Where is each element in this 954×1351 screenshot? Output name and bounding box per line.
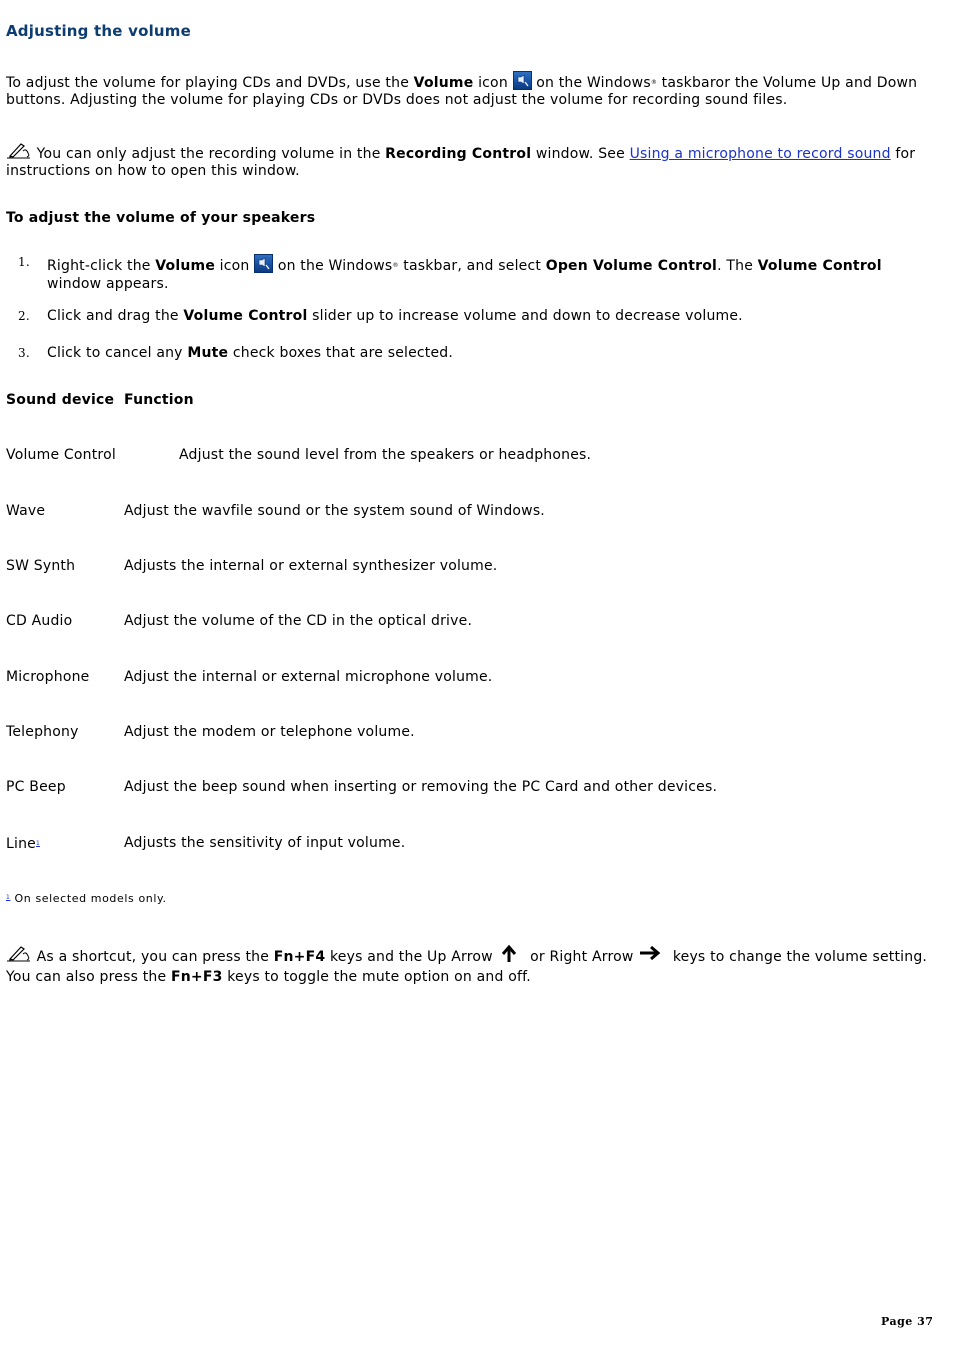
- volume-icon: [254, 254, 273, 273]
- table-cell-device: Microphone: [6, 669, 90, 685]
- note-pencil-icon: [6, 945, 32, 962]
- step-1: Right-click the Volume icon on the Windows® taskbar, and select Open Volume Control. The Volume Control window appears.: [47, 254, 927, 293]
- page-number: Page 37: [881, 1315, 934, 1328]
- note-recording: You can only adjust the recording volume in the Recording Control window. See Using a microphone to record sound for instructions on how to open this window.: [6, 142, 936, 180]
- note-shortcut: As a shortcut, you can press the Fn+F4 keys and the Up Arrow or Right Arrow keys to change the volume setting. You can also press the Fn+F3 keys to toggle the mute option on and off.: [6, 944, 936, 986]
- step-number: 1.: [18, 255, 30, 269]
- record-sound-link[interactable]: Using a microphone to record sound: [629, 146, 891, 162]
- table-cell-device: PC Beep: [6, 779, 66, 795]
- table-cell-function: Adjust the modem or telephone volume.: [124, 724, 415, 740]
- table-cell-device: CD Audio: [6, 613, 73, 629]
- table-cell-device: Volume Control: [6, 447, 116, 463]
- step-number: 3.: [18, 346, 30, 360]
- table-cell-function: Adjust the wavfile sound or the system sound of Windows.: [124, 503, 545, 519]
- table-cell-function: Adjust the volume of the CD in the optical drive.: [124, 613, 473, 629]
- table-header-function: Function: [124, 392, 194, 408]
- table-cell-device: Line$^1$: [6, 836, 41, 852]
- note-pencil-icon: [6, 142, 32, 159]
- table-header-device: Sound device: [6, 392, 115, 408]
- table-cell-function: Adjust the sound level from the speakers or headphones.: [179, 447, 592, 463]
- section-heading: To adjust the volume of your speakers: [6, 210, 316, 226]
- step-number: 2.: [18, 309, 30, 323]
- footnote-link[interactable]: 1: [35, 840, 41, 847]
- page-title: Adjusting the volume: [6, 22, 191, 40]
- intro-paragraph: To adjust the volume for playing CDs and DVDs, use the Volume icon on the Windows® taskbaror the Volume Up and Down buttons. Adjusting the volume for playing CDs or DVDs does not adjust the volume for recording sound files.: [6, 71, 936, 109]
- table-cell-device: Wave: [6, 503, 46, 519]
- table-cell-function: Adjusts the sensitivity of input volume.: [124, 835, 406, 851]
- footnote-mark[interactable]: 1: [6, 894, 11, 901]
- table-cell-device: Telephony: [6, 724, 79, 740]
- table-cell-function: Adjusts the internal or external synthesizer volume.: [124, 558, 498, 574]
- right-arrow-icon: [638, 944, 668, 969]
- footnote: $^1$ On selected models only.: [6, 892, 167, 905]
- volume-icon: [513, 71, 532, 90]
- step-2: Click and drag the Volume Control slider up to increase volume and down to decrease volume.: [47, 308, 743, 324]
- up-arrow-icon: [497, 944, 525, 969]
- table-cell-function: Adjust the internal or external microphone volume.: [124, 669, 493, 685]
- table-cell-function: Adjust the beep sound when inserting or removing the PC Card and other devices.: [124, 779, 718, 795]
- step-3: Click to cancel any Mute check boxes that are selected.: [47, 345, 454, 361]
- table-cell-device: SW Synth: [6, 558, 76, 574]
